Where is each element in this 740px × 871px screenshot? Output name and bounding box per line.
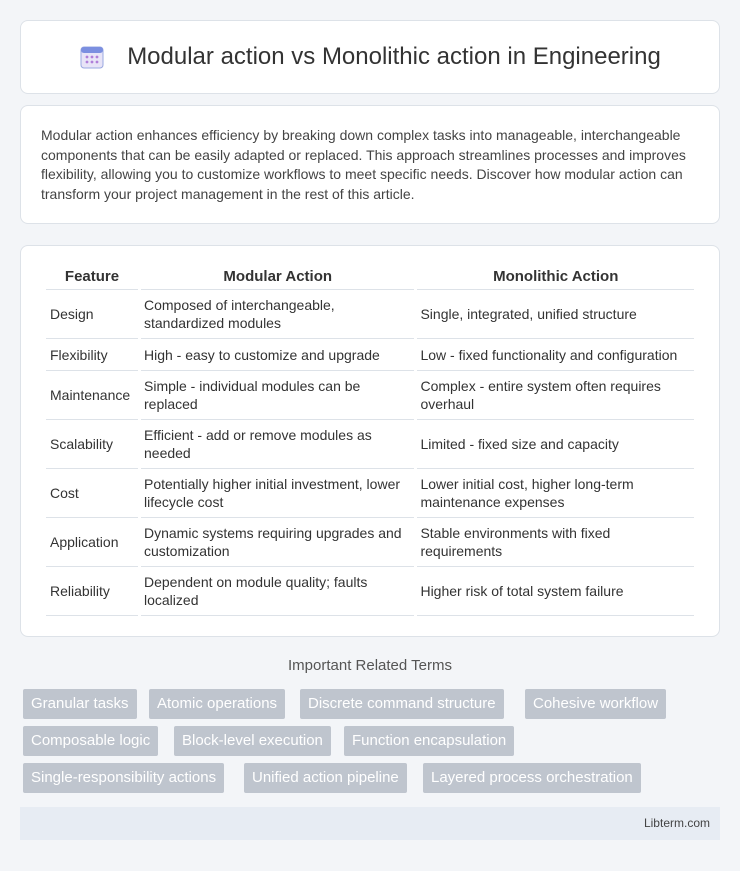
footer: [20, 807, 720, 840]
table-cell: Low - fixed functionality and configuration: [417, 339, 694, 371]
column-header-modular: Modular Action: [141, 266, 414, 290]
table-cell: Simple - individual modules can be replaced: [141, 371, 414, 420]
intro-text: Modular action enhances efficiency by breaking down complex tasks into manageable, interchangeable components that can be easily adapted or replaced. This approach streamlines processes and improves flexibility, allowing you to customize workflows to meet specific needs. Discover how modular action can transform your project management in the rest of this article.: [41, 127, 686, 202]
table-cell: Lower initial cost, higher long-term maintenance expenses: [417, 469, 694, 518]
related-term-tag[interactable]: Atomic operations: [149, 689, 285, 719]
related-term-tag[interactable]: Unified action pipeline: [244, 763, 407, 793]
table-row: [46, 420, 694, 469]
table-row: [46, 567, 694, 616]
page-title: Modular action vs Monolithic action in Engineering: [127, 43, 661, 70]
table-cell: Scalability: [46, 420, 138, 469]
related-term-tag[interactable]: Cohesive workflow: [525, 689, 666, 719]
table-cell: Dynamic systems requiring upgrades and customization: [141, 518, 414, 567]
table-cell: Limited - fixed size and capacity: [417, 420, 694, 469]
table-row: [46, 371, 694, 420]
calendar-icon: [79, 44, 105, 70]
table-cell: High - easy to customize and upgrade: [141, 339, 414, 371]
table-cell: Higher risk of total system failure: [417, 567, 694, 616]
column-header-feature: Feature: [46, 266, 138, 290]
table-header-row: [46, 266, 694, 290]
related-terms-title: Important Related Terms: [288, 657, 452, 674]
table-cell: Efficient - add or remove modules as needed: [141, 420, 414, 469]
table-cell: Application: [46, 518, 138, 567]
related-term-tag[interactable]: Granular tasks: [23, 689, 137, 719]
comparison-table-card: [20, 245, 720, 637]
table-cell: Cost: [46, 469, 138, 518]
table-cell: Single, integrated, unified structure: [417, 290, 694, 339]
related-term-tag[interactable]: Single-responsibility actions: [23, 763, 224, 793]
table-cell: Potentially higher initial investment, lower lifecycle cost: [141, 469, 414, 518]
table-row: [46, 518, 694, 567]
table-row: [46, 290, 694, 339]
related-term-tag[interactable]: Function encapsulation: [344, 726, 514, 756]
table-row: [46, 469, 694, 518]
related-term-tag[interactable]: Composable logic: [23, 726, 158, 756]
column-header-monolithic: Monolithic Action: [417, 266, 694, 290]
table-row: [46, 339, 694, 371]
related-term-tag[interactable]: Layered process orchestration: [423, 763, 641, 793]
related-term-tag[interactable]: Block-level execution: [174, 726, 331, 756]
header-card: [20, 20, 720, 94]
table-cell: Reliability: [46, 567, 138, 616]
table-cell: Design: [46, 290, 138, 339]
footer-site-link[interactable]: Libterm.com: [643, 816, 710, 830]
table-cell: Composed of interchangeable, standardized modules: [141, 290, 414, 339]
comparison-table: [43, 266, 697, 616]
table-cell: Dependent on module quality; faults localized: [141, 567, 414, 616]
related-term-tag[interactable]: Discrete command structure: [300, 689, 504, 719]
table-cell: Stable environments with fixed requirements: [417, 518, 694, 567]
intro-card: [20, 105, 720, 224]
table-cell: Flexibility: [46, 339, 138, 371]
table-cell: Maintenance: [46, 371, 138, 420]
table-cell: Complex - entire system often requires overhaul: [417, 371, 694, 420]
